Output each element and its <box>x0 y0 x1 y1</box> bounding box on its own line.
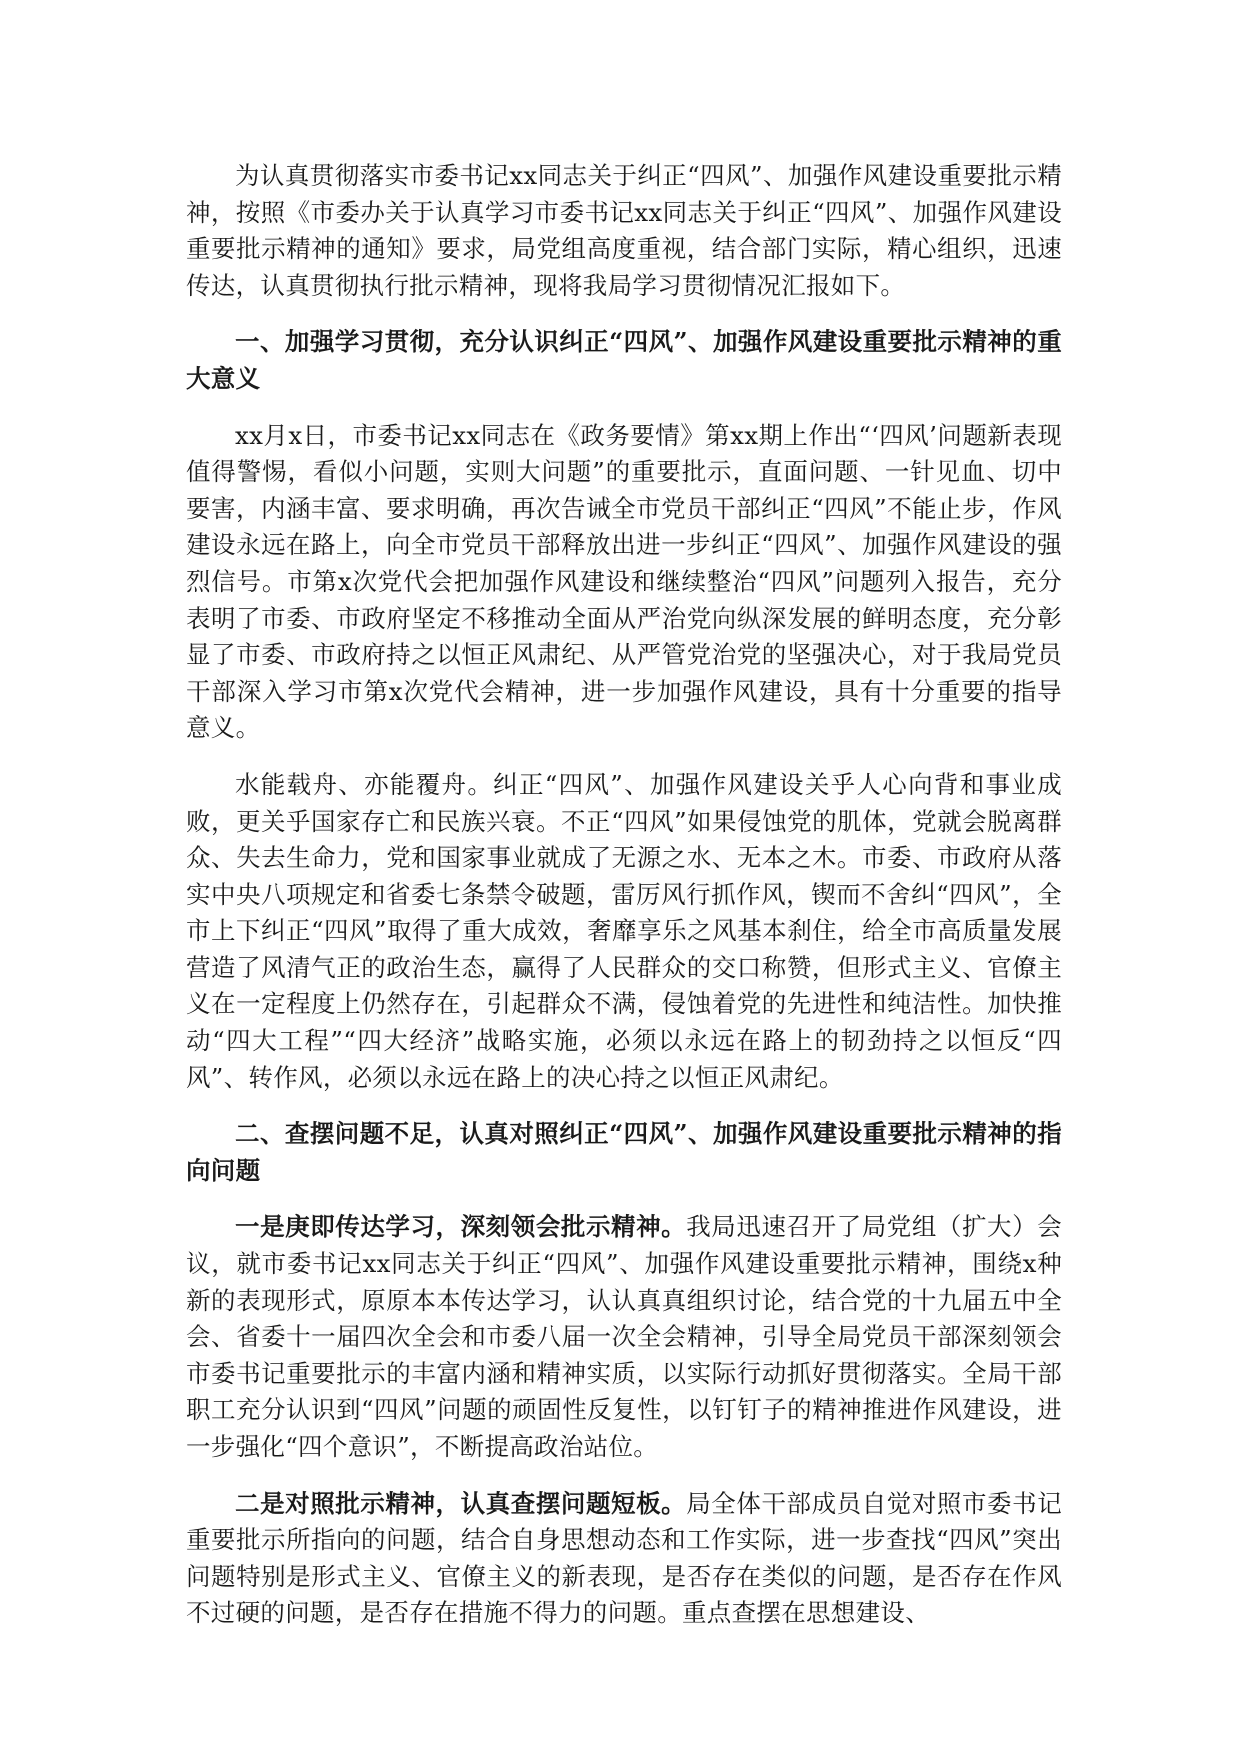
item-2-body: 局全体干部成员自觉对照市委书记重要批示所指向的问题，结合自身思想动态和工作实际，进一步查找“四风”突出问题特别是形式主义、官僚主义的新表现，是否存在类似的问题，是否存在作风不过硬的问题，是否存在措施不得力的问题。重点查摆在思想建设、 <box>186 1488 1062 1628</box>
section-1-paragraph-1: xx月x日，市委书记xx同志在《政务要情》第xx期上作出“‘四风’问题新表现值得警惕，看似小问题，实则大问题”的重要批示，直面问题、一针见血、切中要害，内涵丰富、要求明确，再次告诫全市党员干部纠正“四风”不能止步，作风建设永远在路上，向全市党员干部释放出进一步纠正“四风”、加强作风建设的强烈信号。市第x次党代会把加强作风建设和继续整治“四风”问题列入报告，充分表明了市委、市政府坚定不移推动全面从严治党向纵深发展的鲜明态度，充分彰显了市委、市政府持之以恒正风肃纪、从严管党治党的坚强决心，对于我局党员干部深入学习市第x次党代会精神，进一步加强作风建设，具有十分重要的指导意义。 <box>186 420 1062 743</box>
section-2-heading: 二、查摆问题不足，认真对照纠正“四风”、加强作风建设重要批示精神的指向问题 <box>186 1119 1062 1185</box>
item-1-body: 我局迅速召开了局党组（扩大）会议，就市委书记xx同志关于纠正“四风”、加强作风建设重要批示精神，围绕x种新的表现形式，原原本本传达学习，认认真真组织讨论，结合党的十九届五中全会、省委十一届四次全会和市委八届一次全会精神，引导全局党员干部深刻领会市委书记重要批示的丰富内涵和精神实质，以实际行动抓好贯彻落实。全局干部职工充分认识到“四风”问题的顽固性反复性，以钉钉子的精神推进作风建设，进一步强化“四个意识”，不断提高政治站位。 <box>186 1212 1062 1461</box>
intro-paragraph: 为认真贯彻落实市委书记xx同志关于纠正“四风”、加强作风建设重要批示精神，按照《市委办关于认真学习市委书记xx同志关于纠正“四风”、加强作风建设重要批示精神的通知》要求，局党组高度重视，结合部门实际，精心组织，迅速传达，认真贯彻执行批示精神，现将我局学习贯彻情况汇报如下。 <box>186 161 1062 300</box>
section-1-heading: 一、加强学习贯彻，充分认识纠正“四风”、加强作风建设重要批示精神的重大意义 <box>186 327 1062 393</box>
section-2-item-1 <box>186 1209 1062 1465</box>
item-1-lead: 一是庚即传达学习，深刻领会批示精神。 <box>235 1212 687 1242</box>
document-page <box>186 158 1062 1632</box>
section-1-paragraph-2: 水能载舟、亦能覆舟。纠正“四风”、加强作风建设关乎人心向背和事业成败，更关乎国家存亡和民族兴衰。不正“四风”如果侵蚀党的肌体，党就会脱离群众、失去生命力，党和国家事业就成了无源之水、无本之木。市委、市政府从落实中央八项规定和省委七条禁令破题，雷厉风行抓作风，锲而不舍纠“四风”，全市上下纠正“四风”取得了重大成效，奢靡享乐之风基本刹住，给全市高质量发展营造了风清气正的政治生态，赢得了人民群众的交口称赞，但形式主义、官僚主义在一定程度上仍然存在，引起群众不满，侵蚀着党的先进性和纯洁性。加快推动“四大工程”“四大经济”战略实施，必须以永远在路上的韧劲持之以恒反“四风”、转作风，必须以永远在路上的决心持之以恒正风肃纪。 <box>186 769 1062 1092</box>
section-2-item-2 <box>186 1486 1062 1632</box>
item-2-lead: 二是对照批示精神，认真查摆问题短板。 <box>235 1488 687 1518</box>
